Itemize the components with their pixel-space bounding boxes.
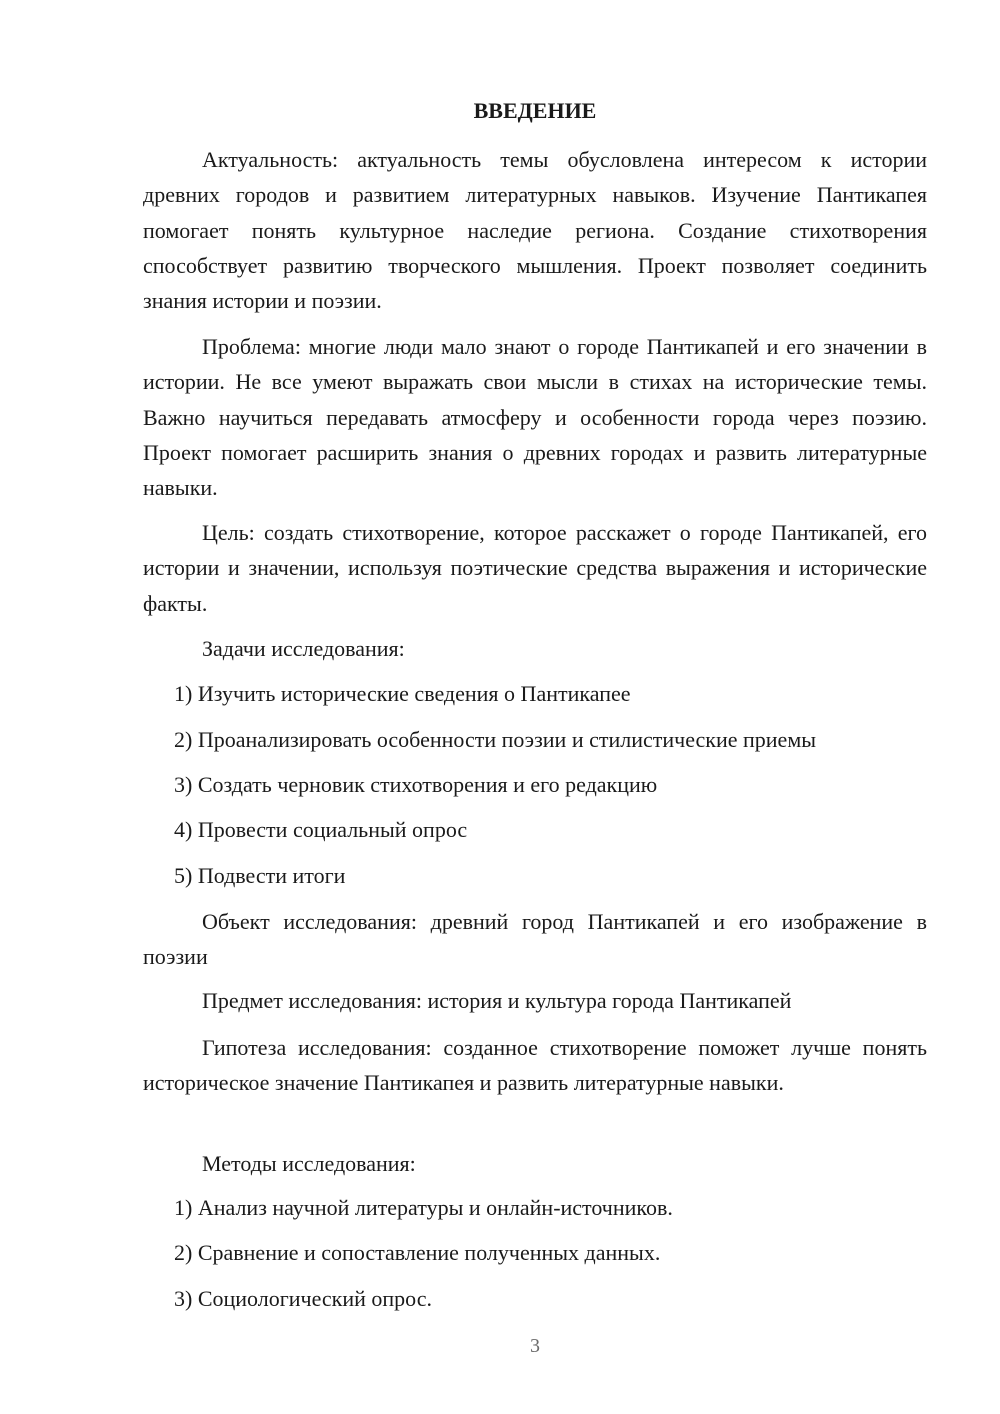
subject-paragraph: Предмет исследования: история и культура города Пантикапей bbox=[202, 988, 792, 1013]
task-list-item: 1) Изучить исторические сведения о Пантикапее bbox=[174, 681, 631, 706]
task-list-item: 4) Провести социальный опрос bbox=[174, 817, 468, 842]
method-list-item: 3) Социологический опрос. bbox=[174, 1286, 432, 1311]
relevance-paragraph: Актуальность: актуальность темы обусловлена интересом к истории древних городов и развитием литературных навыков. Изучение Пантикапея помогает понять культурное наследие региона. Создание стихотворения способствует развитию творческого мышления. Проект позволяет соединить знания истории и поэзии. bbox=[143, 147, 927, 314]
task-list-item: 2) Проанализировать особенности поэзии и стилистические приемы bbox=[174, 727, 817, 752]
method-list-item: 1) Анализ научной литературы и онлайн-источников. bbox=[174, 1195, 673, 1220]
methods-title: Методы исследования: bbox=[202, 1151, 416, 1176]
task-list-item: 5) Подвести итоги bbox=[174, 863, 346, 888]
task-list-item: 3) Создать черновик стихотворения и его редакцию bbox=[174, 772, 658, 797]
object-paragraph: Объект исследования: древний город Пантикапей и его изображение в поэзии bbox=[143, 909, 927, 970]
page-number: 3 bbox=[530, 1335, 540, 1357]
document-page bbox=[143, 0, 927, 1414]
hypothesis-paragraph: Гипотеза исследования: созданное стихотворение поможет лучше понять историческое значение Пантикапея и развить литературные навыки. bbox=[143, 1035, 927, 1096]
problem-paragraph: Проблема: многие люди мало знают о городе Пантикапей и его значении в истории. Не все умеют выражать свои мысли в стихах на исторические темы. Важно научиться передавать атмосферу и особенности города через поэзию. Проект помогает расширить знания о древних городах и развить литературные навыки. bbox=[143, 334, 927, 501]
method-list-item: 2) Сравнение и сопоставление полученных данных. bbox=[174, 1240, 661, 1265]
page-heading: ВВЕДЕНИЕ bbox=[473, 98, 597, 123]
goal-paragraph: Цель: создать стихотворение, которое расскажет о городе Пантикапей, его истории и значении, используя поэтические средства выражения и исторические факты. bbox=[143, 520, 927, 616]
tasks-title: Задачи исследования: bbox=[202, 636, 405, 661]
